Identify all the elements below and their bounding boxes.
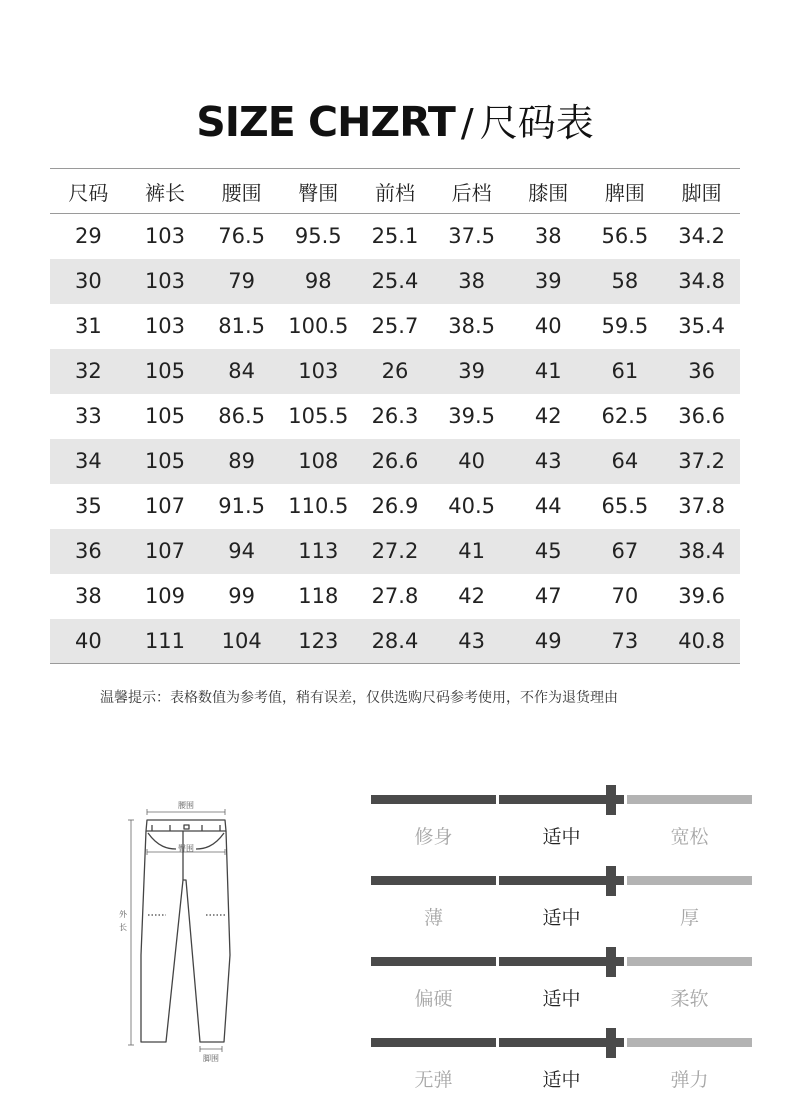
scale-marker [606, 1028, 616, 1058]
table-cell: 26.6 [371, 449, 419, 473]
table-cell: 89 [228, 449, 255, 473]
table-cell: 108 [298, 449, 339, 473]
header-hip: 臀围 [298, 180, 339, 205]
page-title [0, 92, 790, 147]
table-cell: 56.5 [601, 224, 649, 249]
scale-label-right: 弹力 [670, 1069, 709, 1091]
scale-label-mid: 适中 [542, 1069, 581, 1091]
table-cell: 40.5 [448, 494, 495, 518]
scale-label-left: 无弹 [414, 1069, 453, 1091]
table-cell: 76.5 [218, 224, 266, 249]
table-cell: 98 [304, 269, 332, 293]
table-row [50, 214, 740, 259]
table-cell: 100.5 [288, 314, 349, 338]
table-cell: 103 [298, 359, 339, 383]
table-cell: 26.9 [371, 494, 419, 518]
scale-bar-segment-3 [627, 957, 752, 966]
table-cell: 58 [611, 269, 639, 293]
table-cell: 105 [144, 359, 186, 383]
scale-label-left: 偏硬 [414, 988, 453, 1010]
table-cell: 38.4 [678, 539, 725, 563]
table-cell: 43 [458, 628, 485, 653]
table-cell: 41 [458, 539, 485, 563]
table-cell: 62.5 [601, 404, 649, 428]
scale-bar-segment-3 [627, 1038, 752, 1047]
table-cell: 103 [144, 269, 186, 293]
title-chinese: 尺码表 [479, 101, 594, 145]
header-front-rise: 前档 [374, 180, 415, 205]
fit-scale-row [371, 866, 752, 947]
table-cell: 86.5 [218, 404, 266, 428]
table-cell: 30 [74, 269, 102, 293]
table-cell: 35.4 [678, 314, 725, 338]
table-cell: 42 [534, 404, 562, 428]
fit-scale-row [371, 785, 752, 866]
table-cell: 36.6 [678, 404, 725, 428]
table-header-row [50, 169, 740, 214]
table-body [50, 214, 740, 664]
table-cell: 40 [74, 628, 102, 653]
table-cell: 36 [74, 539, 102, 563]
table-cell: 28.4 [371, 628, 419, 653]
header-back-rise: 后档 [451, 180, 492, 205]
table-cell: 33 [74, 404, 102, 428]
table-cell: 81.5 [218, 314, 266, 338]
table-cell: 41 [534, 359, 562, 383]
table-cell: 123 [298, 628, 339, 653]
table-row [50, 349, 740, 394]
table-cell: 40.8 [678, 628, 725, 653]
table-cell: 73 [611, 628, 639, 653]
scale-bar-segment-1 [371, 957, 496, 966]
table-cell: 39 [458, 359, 485, 383]
table-cell: 25.4 [371, 269, 419, 293]
scale-bar-segment-3 [627, 795, 752, 804]
table-cell: 37.8 [678, 494, 725, 518]
table-row [50, 304, 740, 349]
table-cell: 113 [298, 539, 339, 563]
table-cell: 29 [74, 224, 102, 249]
title-english: SIZE CHZRT [196, 98, 455, 146]
table-cell: 70 [611, 584, 639, 608]
table-cell: 104 [221, 628, 262, 653]
table-cell: 27.8 [371, 584, 419, 608]
table-cell: 103 [144, 314, 186, 338]
scale-bar-segment-3 [627, 876, 752, 885]
table-cell: 109 [144, 584, 186, 608]
table-cell: 37.5 [448, 224, 495, 249]
header-hem: 脚围 [681, 180, 722, 205]
table-cell: 79 [228, 269, 255, 293]
table-cell: 95.5 [294, 224, 342, 249]
diagram-waist-label: 腰围 [178, 801, 194, 810]
table-cell: 59.5 [601, 314, 649, 338]
diagram-length-label-2: 长 [119, 923, 127, 932]
diagram-length-label-1: 外 [119, 910, 127, 919]
table-cell: 39.6 [678, 584, 725, 608]
table-cell: 37.2 [678, 449, 725, 473]
table-cell: 64 [611, 449, 639, 473]
table-cell: 25.1 [371, 224, 419, 249]
fit-scale-row [371, 1028, 752, 1109]
table-cell: 44 [534, 494, 562, 518]
table-cell: 27.2 [371, 539, 419, 563]
table-cell: 25.7 [371, 314, 419, 338]
scale-label-right: 宽松 [670, 826, 709, 848]
table-cell: 35 [74, 494, 102, 518]
table-cell: 34 [74, 449, 102, 473]
table-cell: 103 [144, 224, 186, 249]
table-row [50, 439, 740, 484]
table-cell: 107 [144, 539, 186, 563]
diagram-hem-label: 脚围 [203, 1054, 219, 1063]
fit-scales [371, 785, 752, 1109]
table-row [50, 259, 740, 304]
scale-marker [606, 785, 616, 815]
table-cell: 38.5 [448, 314, 495, 338]
scale-label-left: 薄 [423, 907, 443, 929]
table-cell: 43 [534, 449, 562, 473]
table-cell: 84 [228, 359, 255, 383]
size-table [50, 168, 740, 664]
table-cell: 65.5 [601, 494, 649, 518]
table-row [50, 619, 740, 664]
table-cell: 45 [534, 539, 562, 563]
table-cell: 107 [144, 494, 186, 518]
table-cell: 111 [144, 628, 186, 653]
title-separator: / [460, 101, 474, 145]
table-cell: 105 [144, 449, 186, 473]
diagram-hip-label: 臀围 [178, 844, 194, 853]
scale-label-mid: 适中 [542, 907, 581, 929]
scale-label-mid: 适中 [542, 988, 581, 1010]
table-cell: 110.5 [288, 494, 349, 518]
table-cell: 39.5 [448, 404, 495, 428]
pants-outline-icon [110, 795, 250, 1070]
table-cell: 99 [228, 584, 255, 608]
table-cell: 34.8 [678, 269, 725, 293]
pants-diagram [110, 795, 250, 1070]
table-cell: 61 [611, 359, 639, 383]
table-row [50, 484, 740, 529]
table-cell: 31 [74, 314, 102, 338]
table-cell: 105 [144, 404, 186, 428]
table-cell: 38 [534, 224, 562, 249]
table-cell: 47 [534, 584, 562, 608]
table-cell: 49 [534, 628, 562, 653]
table-cell: 42 [458, 584, 485, 608]
table-cell: 105.5 [288, 404, 349, 428]
header-size: 尺码 [68, 180, 109, 205]
header-thigh: 脾围 [604, 180, 645, 205]
table-cell: 40 [534, 314, 562, 338]
scale-label-right: 厚 [679, 907, 699, 929]
scale-marker [606, 947, 616, 977]
header-waist: 腰围 [221, 180, 262, 205]
disclaimer-note: 温馨提示：表格数值为参考值，稍有误差，仅供选购尺码参考使用，不作为退货理由 [100, 690, 618, 706]
table-row [50, 394, 740, 439]
scale-label-mid: 适中 [542, 826, 581, 848]
table-cell: 40 [458, 449, 485, 473]
table-cell: 94 [228, 539, 255, 563]
table-cell: 67 [611, 539, 639, 563]
scale-label-right: 柔软 [670, 988, 709, 1010]
header-length: 裤长 [144, 180, 185, 205]
scale-bar-segment-1 [371, 876, 496, 885]
table-row [50, 574, 740, 619]
table-row [50, 529, 740, 574]
table-cell: 38 [74, 584, 102, 608]
table-cell: 34.2 [678, 224, 725, 249]
header-knee: 膝围 [528, 180, 569, 205]
table-cell: 118 [298, 584, 339, 608]
table-cell: 26 [381, 359, 409, 383]
scale-bar-segment-1 [371, 1038, 496, 1047]
table-cell: 32 [74, 359, 102, 383]
table-cell: 91.5 [218, 494, 266, 518]
table-cell: 26.3 [371, 404, 419, 428]
scale-bar-segment-1 [371, 795, 496, 804]
fit-scale-row [371, 947, 752, 1028]
table-cell: 39 [534, 269, 562, 293]
table-cell: 36 [688, 359, 715, 383]
scale-label-left: 修身 [414, 826, 453, 848]
scale-marker [606, 866, 616, 896]
table-cell: 38 [458, 269, 485, 293]
